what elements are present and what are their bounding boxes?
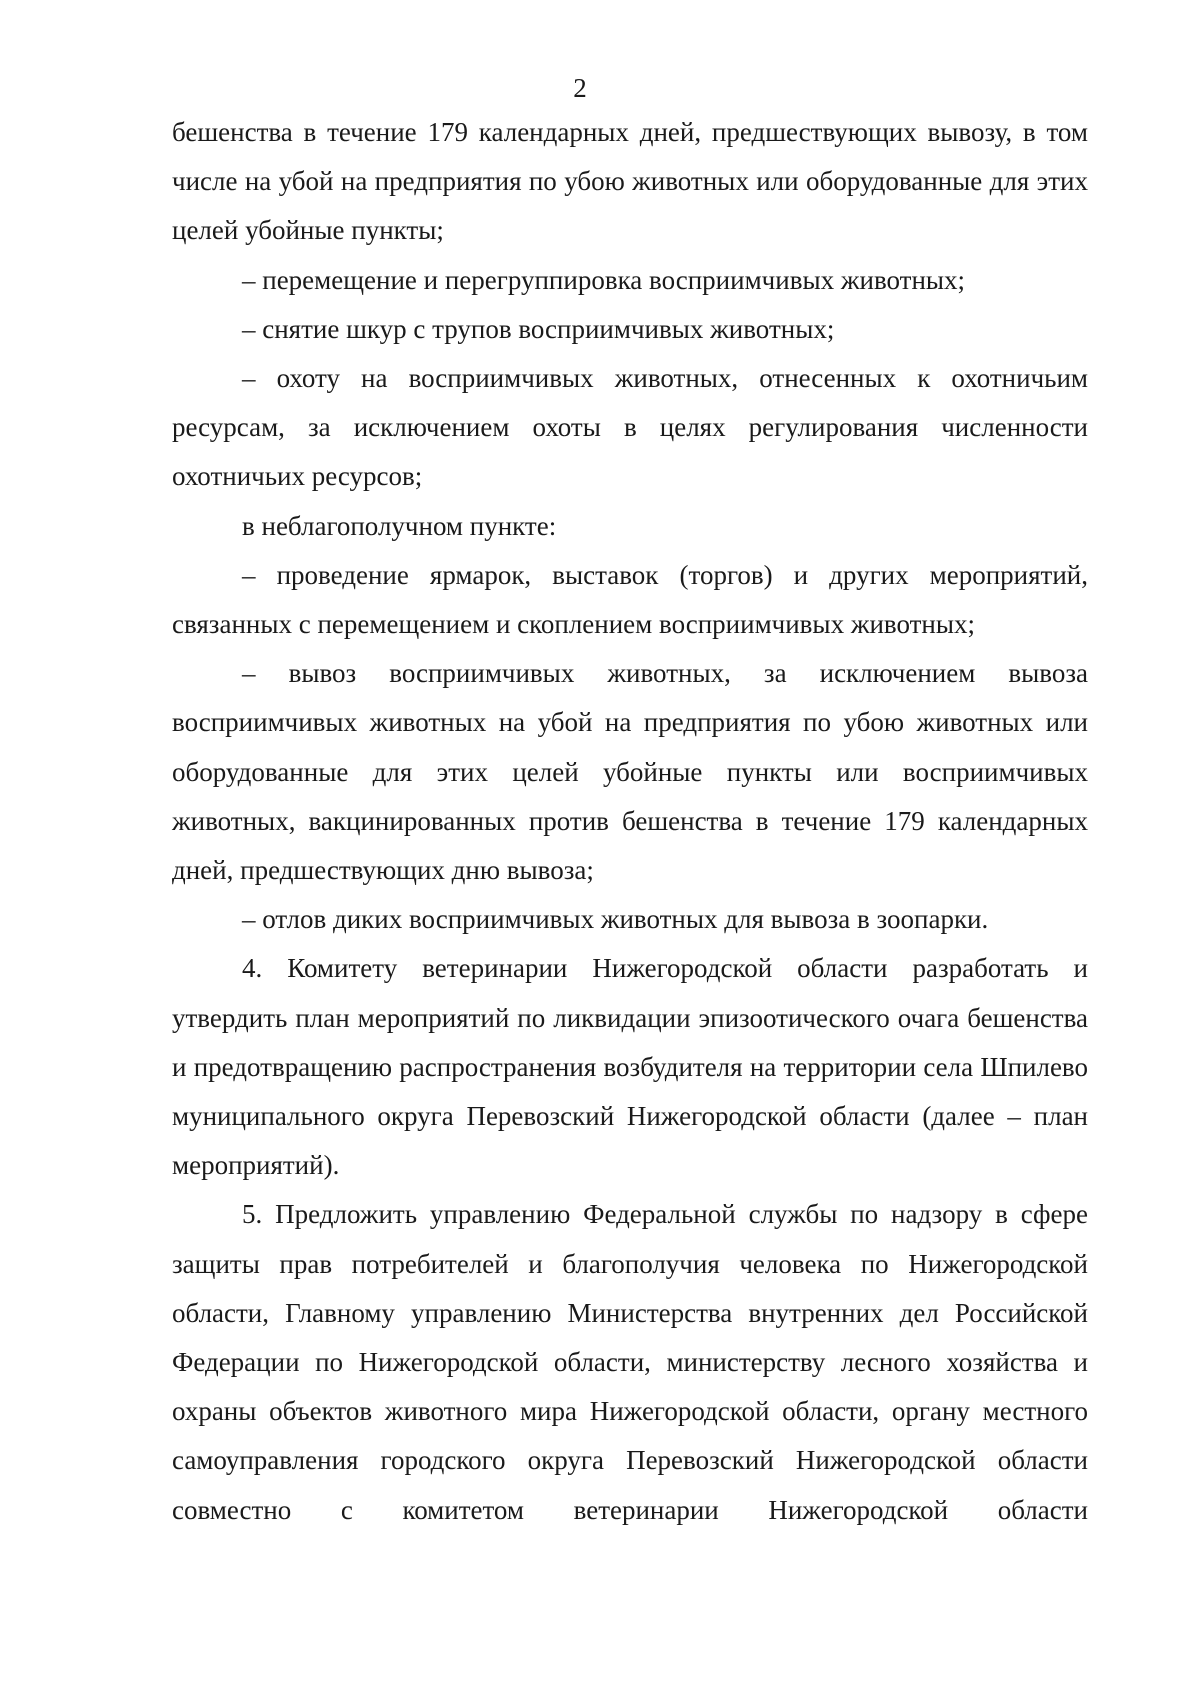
- clause-4: 4. Комитету ветеринарии Нижегородской области разработать и утвердить план мероприятий по ликвидации эпизоотического очага бешенства и предотвращению распространения возбудителя на территории села Шпилево муниципального округа Перевозский Нижегородской области (далее – план мероприятий).: [172, 953, 1088, 1181]
- page-number: 2: [573, 73, 587, 103]
- document-body: [172, 108, 1088, 1535]
- list-item-catching: – отлов диких восприимчивых животных для вывоза в зоопарки.: [242, 904, 989, 935]
- clause-5: 5. Предложить управлению Федеральной службы по надзору в сфере защиты прав потребителей и благополучия человека по Нижегородской области, Главному управлению Министерства внутренних дел Российской Федерации по Нижегородской области, министерству лесного хозяйства и охраны объектов животного мира Нижегородской области, органу местного самоуправления городского округа Перевозский Нижегородской области совместно с комитетом ветеринарии Нижегородской области: [172, 1199, 1088, 1525]
- list-item-regrouping: – перемещение и перегруппировка восприимчивых животных;: [242, 264, 966, 295]
- paragraph-continuation: бешенства в течение 179 календарных дней, предшествующих вывозу, в том числе на убой на предприятия по убою животных или оборудованные для этих целей убойные пункты;: [172, 117, 1088, 246]
- list-item-skinning: – снятие шкур с трупов восприимчивых животных;: [242, 313, 835, 344]
- list-item-hunting: – охоту на восприимчивых животных, отнесенных к охотничьим ресурсам, за исключением охоты в целях регулирования численности охотничьих ресурсов;: [172, 363, 1088, 492]
- paragraph-unfavorable-point: в неблагополучном пункте:: [242, 510, 557, 541]
- list-item-export: – вывоз восприимчивых животных, за исключением вывоза восприимчивых животных на убой на предприятия по убою животных или оборудованные для этих целей убойные пункты или восприимчивых животных, вакцинированных против бешенства в течение 179 календарных дней, предшествующих дню вывоза;: [172, 658, 1088, 886]
- list-item-fairs: – проведение ярмарок, выставок (торгов) и других мероприятий, связанных с перемещением и скоплением восприимчивых животных;: [172, 559, 1088, 640]
